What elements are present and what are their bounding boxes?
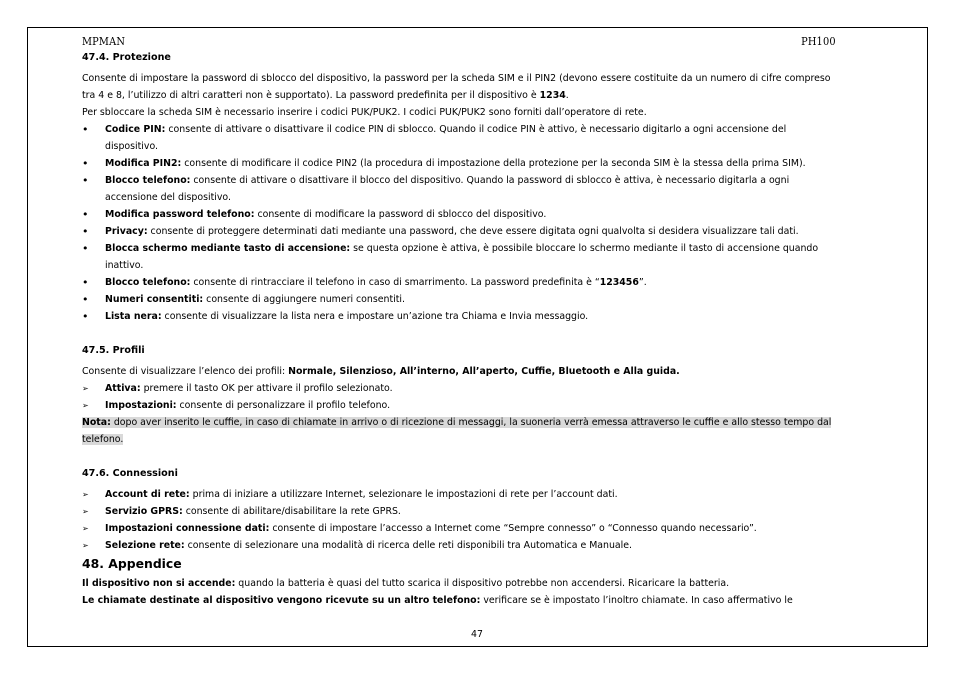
- arrow-icon: ➢: [82, 524, 89, 533]
- bullet-icon: •: [82, 310, 89, 323]
- list-item: • Blocca schermo mediante tasto di accensione: se questa opzione è attiva, è possibile bloccare lo schermo mediante il tasto di accensione quando inattivo.: [82, 242, 819, 271]
- section-title-connessioni: 47.6. Connessioni: [82, 468, 178, 479]
- header-brand: MPMAN: [82, 34, 126, 48]
- arrow-icon: ➢: [82, 490, 89, 499]
- paragraph-appendix-1: Il dispositivo non si accende: quando la batteria è quasi del tutto scarica il dispositivo potrebbe non accendersi. Ricaricare la batteria.: [82, 578, 730, 589]
- page-number: 47: [471, 629, 483, 640]
- bullet-icon: •: [82, 208, 89, 221]
- paragraph-intro: Consente di impostare la password di sblocco del dispositivo, la password per la scheda SIM e il PIN2 (devono essere costituite da un numero di cifre compreso: [82, 73, 831, 84]
- list-item: • Numeri consentiti: consente di aggiungere numeri consentiti.: [82, 293, 405, 306]
- bullet-icon: •: [82, 123, 89, 136]
- arrow-icon: ➢: [82, 541, 89, 550]
- bullet-icon: •: [82, 242, 89, 255]
- document-body: [82, 49, 878, 609]
- list-item: • Lista nera: consente di visualizzare la lista nera e impostare un’azione tra Chiama e Invia messaggio.: [82, 310, 589, 323]
- bullet-icon: •: [82, 225, 89, 238]
- list-item: • Modifica PIN2: consente di modificare il codice PIN2 (la procedura di impostazione della protezione per la seconda SIM è la stessa della prima SIM).: [82, 157, 806, 170]
- section-title-protezione: 47.4. Protezione: [82, 52, 171, 63]
- list-item: ➢ Impostazioni connessione dati: consente di impostare l’accesso a Internet come “Sempre connesso” o “Connesso quando necessario”.: [82, 520, 878, 537]
- list-item: • Modifica password telefono: consente di modificare la password di sblocco del dispositivo.: [82, 208, 547, 221]
- list-item: • Privacy: consente di proteggere determinati dati mediante una password, che deve essere digitata ogni qualvolta si desidera visualizzare tali dati.: [82, 225, 799, 238]
- bullet-icon: •: [82, 276, 89, 289]
- arrow-icon: ➢: [82, 401, 89, 410]
- list-item: • Blocco telefono: consente di rintracciare il telefono in caso di smarrimento. La password predefinita è “123456”.: [82, 276, 647, 289]
- list-item: ➢ Selezione rete: consente di selezionare una modalità di ricerca delle reti disponibili tra Automatica e Manuale.: [82, 537, 878, 554]
- section-title-appendice: 48. Appendice: [82, 556, 182, 571]
- header-model: PH100: [801, 34, 836, 48]
- paragraph-profili: Consente di visualizzare l’elenco dei profili: Normale, Silenzioso, All’interno, All’aperto, Cuffie, Bluetooth e Alla guida.: [82, 366, 680, 377]
- bullet-icon: •: [82, 157, 89, 170]
- arrow-icon: ➢: [82, 507, 89, 516]
- list-item: ➢ Account di rete: prima di iniziare a utilizzare Internet, selezionare le impostazioni di rete per l’account dati.: [82, 486, 878, 503]
- list-item: • Codice PIN: consente di attivare o disattivare il codice PIN di sblocco. Quando il codice PIN è attivo, è necessario digitarlo a ogni accensione del dispositivo.: [82, 123, 787, 152]
- list-item: ➢ Attiva: premere il tasto OK per attivare il profilo selezionato.: [82, 380, 878, 397]
- section-title-profili: 47.5. Profili: [82, 345, 145, 356]
- note-cont: telefono.: [82, 434, 124, 445]
- paragraph-puk: Per sbloccare la scheda SIM è necessario inserire i codici PUK/PUK2. I codici PUK/PUK2 sono forniti dall’operatore di rete.: [82, 107, 647, 118]
- paragraph-intro-cont: tra 4 e 8, l’utilizzo di altri caratteri non è supportato). La password predefinita per il dispositivo è 1234.: [82, 90, 569, 101]
- list-item: ➢ Impostazioni: consente di personalizzare il profilo telefono.: [82, 397, 878, 414]
- note: Nota: dopo aver inserito le cuffie, in caso di chiamate in arrivo o di ricezione di messaggi, la suoneria verrà emessa attraverso le cuffie e allo stesso tempo dal: [82, 417, 832, 428]
- bullet-icon: •: [82, 174, 89, 187]
- list-item: ➢ Servizio GPRS: consente di abilitare/disabilitare la rete GPRS.: [82, 503, 878, 520]
- list-item: • Blocco telefono: consente di attivare o disattivare il blocco del dispositivo. Quando la password di sblocco è attiva, è necessario digitarla a ogni accensione del dispositivo.: [82, 174, 790, 203]
- paragraph-appendix-2: Le chiamate destinate al dispositivo vengono ricevute su un altro telefono: verificare se è impostato l’inoltro chiamate. In caso affermativo le: [82, 595, 793, 606]
- default-password: 1234: [539, 90, 566, 101]
- arrow-icon: ➢: [82, 384, 89, 393]
- bullet-icon: •: [82, 293, 89, 306]
